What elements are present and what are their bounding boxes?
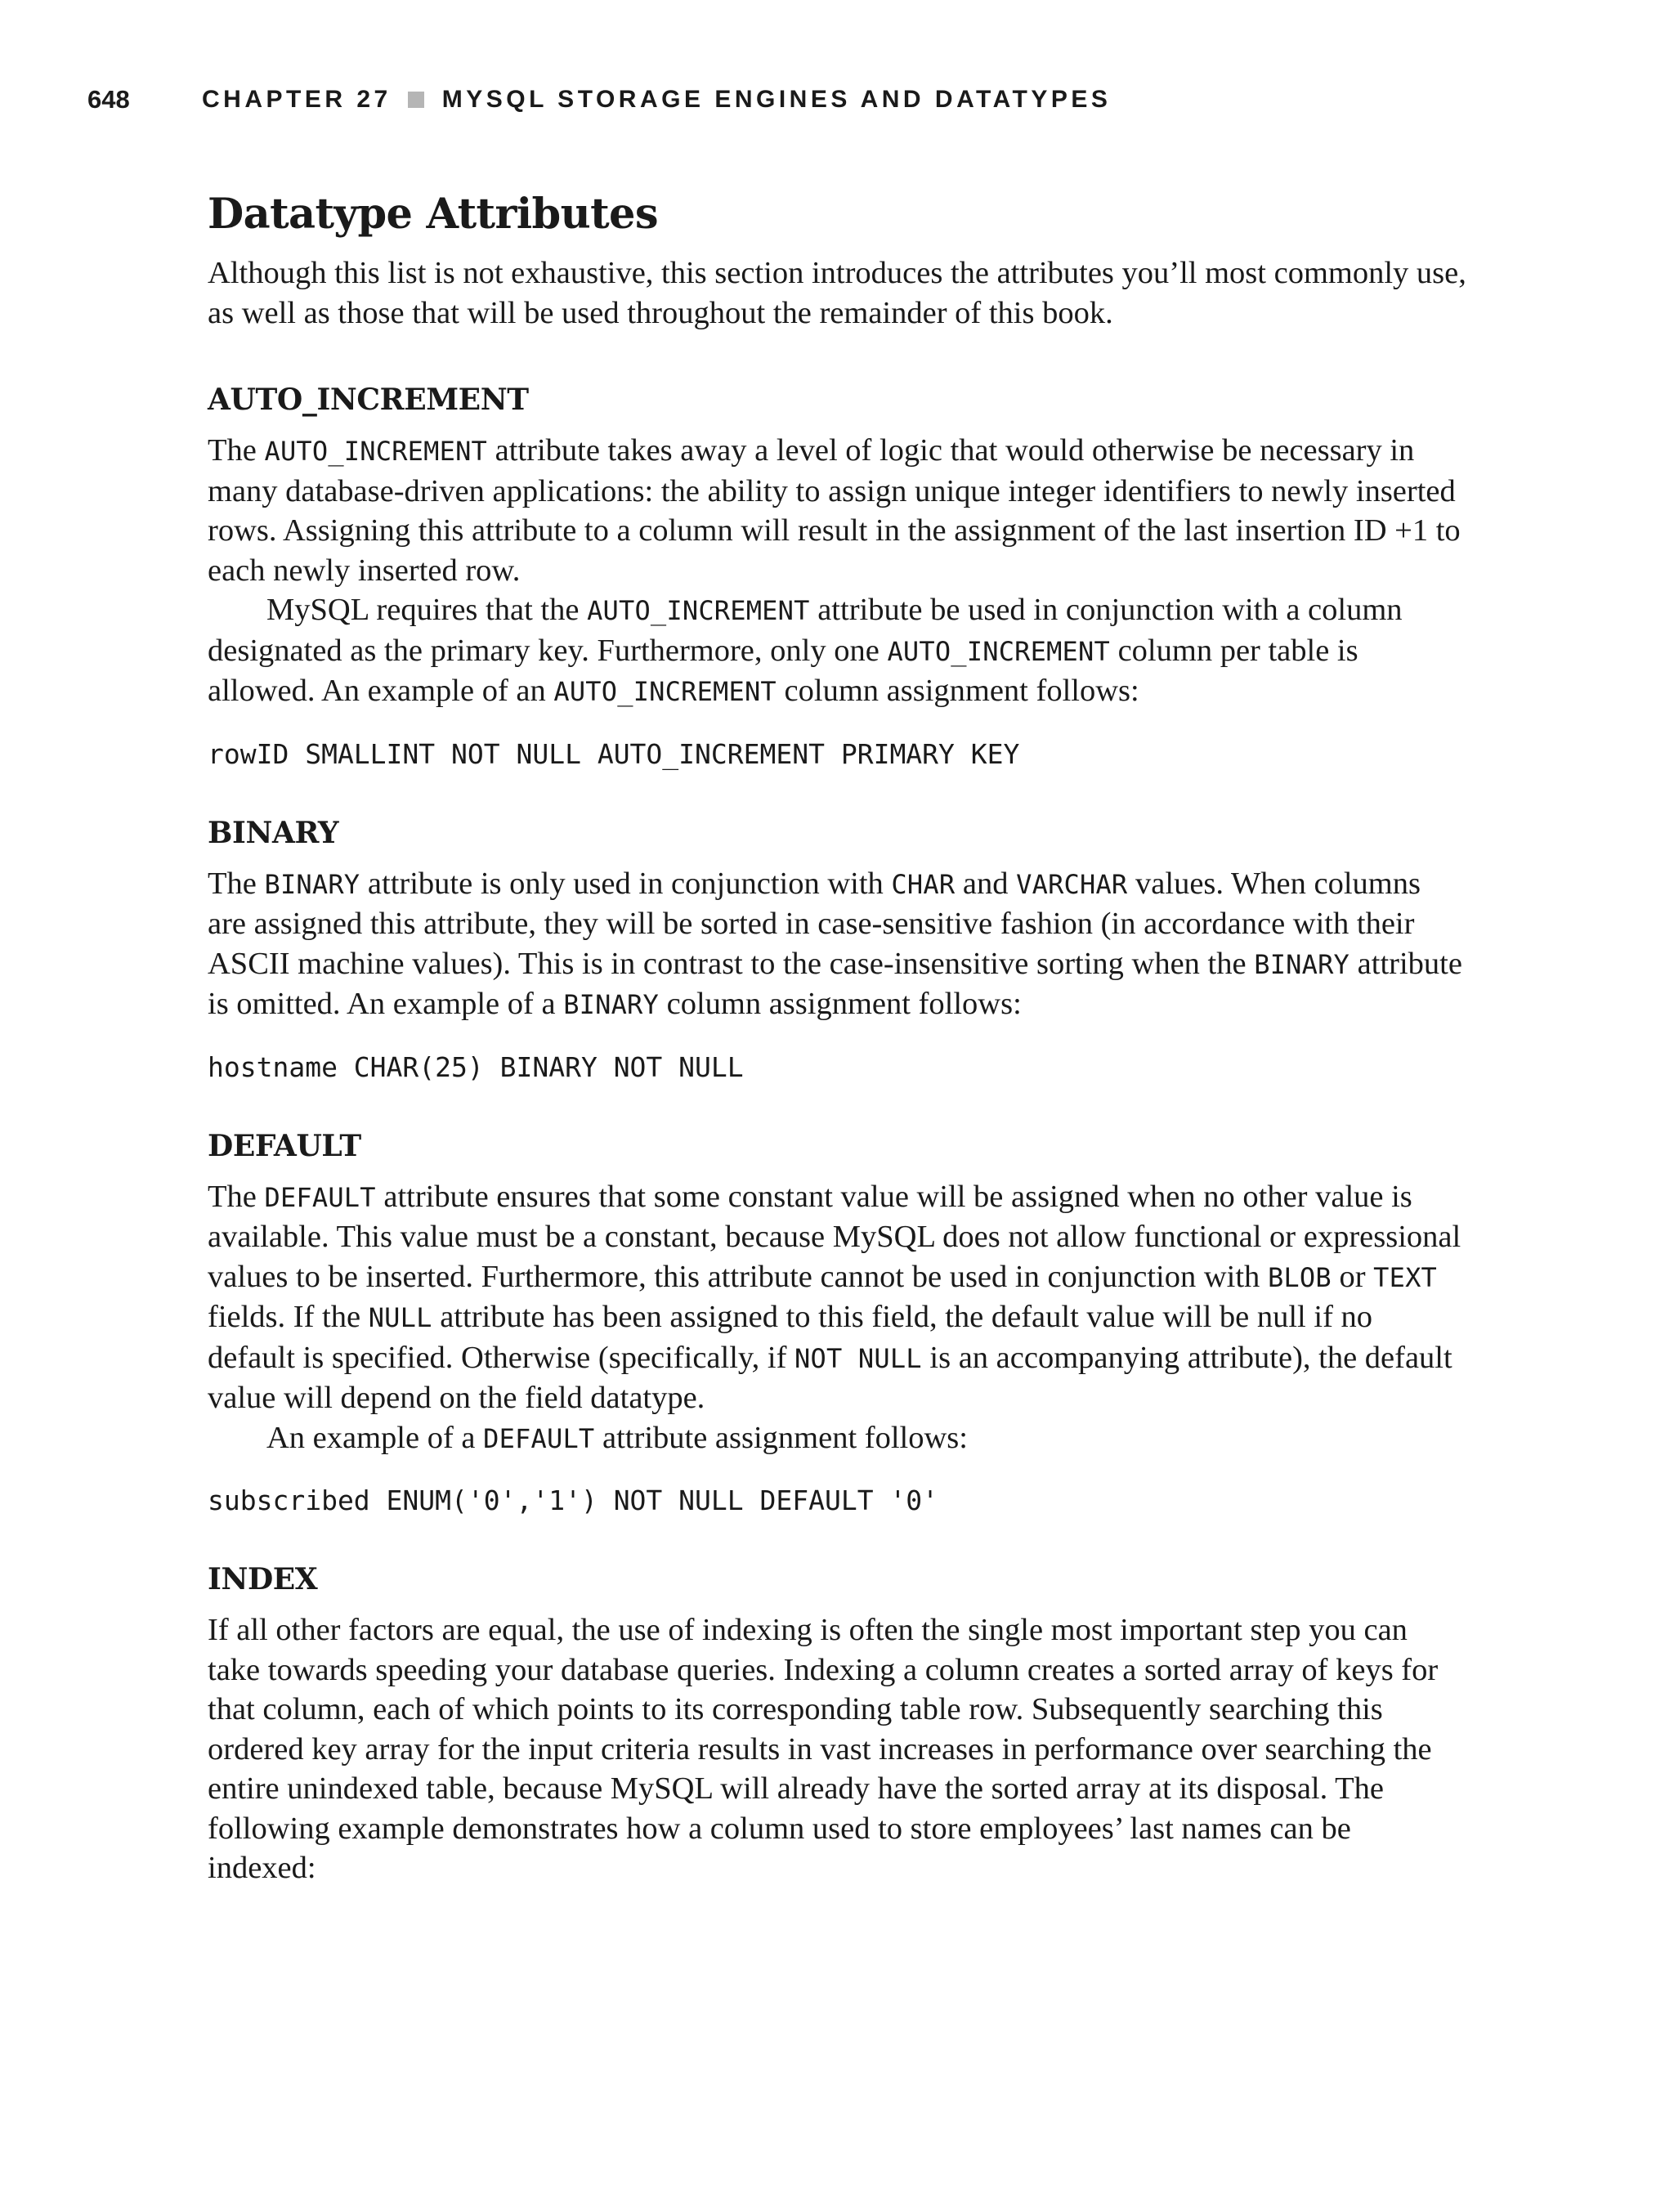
text-run: MySQL requires that the bbox=[266, 593, 588, 627]
default-paragraph-2 bbox=[208, 1418, 1466, 1459]
text-run: column per table is allowed. An example of an bbox=[208, 633, 1358, 708]
inline-code: DEFAULT bbox=[483, 1422, 595, 1454]
text-run: The bbox=[208, 1179, 265, 1214]
text-run: column assignment follows: bbox=[776, 674, 1139, 708]
inline-code: VARCHAR bbox=[1016, 868, 1128, 900]
running-head bbox=[87, 82, 1111, 118]
text-run: column assignment follows: bbox=[658, 987, 1022, 1021]
text-run: attribute has been assigned to this field, the default value will be null if no default is specified. Otherwise (specifically, if bbox=[208, 1300, 1373, 1375]
text-run: The bbox=[208, 433, 265, 468]
auto-increment-code-example: rowID SMALLINT NOT NULL AUTO_INCREMENT PRIMARY KEY bbox=[208, 737, 1020, 770]
inline-code: AUTO_INCREMENT bbox=[553, 676, 777, 707]
text-run: An example of a bbox=[266, 1420, 484, 1455]
text-run: attribute is omitted. An example of a bbox=[208, 946, 1462, 1021]
text-run: attribute assignment follows: bbox=[594, 1420, 968, 1455]
text-run: values. When columns are assigned this attribute, they will be sorted in case-sensitive fashion (in accordance with their ASCII machine values). This is in contrast to the case-insensitive sorting when the bbox=[208, 866, 1421, 981]
inline-code: BINARY bbox=[1254, 948, 1350, 980]
text-run: is an accompanying attribute), the default value will depend on the field datatype. bbox=[208, 1340, 1452, 1415]
inline-code: AUTO_INCREMENT bbox=[887, 635, 1110, 667]
intro-paragraph: Although this list is not exhaustive, this section introduces the attributes you’ll most commonly use, as well as those that will be used throughout the remainder of this book. bbox=[208, 256, 1466, 330]
binary-paragraph bbox=[208, 864, 1466, 1025]
auto-increment-paragraph-1 bbox=[208, 431, 1466, 590]
text-run: attribute be used in conjunction with a column designated as the primary key. Furthermore, only one bbox=[208, 593, 1403, 668]
page-number: 648 bbox=[87, 85, 130, 114]
binary-heading: BINARY bbox=[208, 815, 339, 850]
inline-code: BLOB bbox=[1267, 1261, 1332, 1293]
inline-code: NULL bbox=[368, 1302, 432, 1333]
chapter-title: MYSQL STORAGE ENGINES AND DATATYPES bbox=[441, 86, 1112, 113]
chapter-label: CHAPTER 27 bbox=[202, 86, 392, 113]
text-run: The bbox=[208, 866, 265, 901]
text-run: attribute takes away a level of logic that would otherwise be necessary in many database-driven applications: the ability to assign unique integer identifiers to newly inserted rows. Assigning this attribute to a column will result in the assignment of the last insertion ID +1 to each newly inserted row. bbox=[208, 433, 1461, 588]
auto-increment-paragraph-2 bbox=[208, 590, 1466, 712]
inline-code: NOT NULL bbox=[794, 1342, 922, 1374]
page-body bbox=[208, 186, 1466, 1888]
inline-code: DEFAULT bbox=[264, 1181, 376, 1213]
inline-code: AUTO_INCREMENT bbox=[587, 595, 810, 626]
inline-code: BINARY bbox=[563, 989, 659, 1020]
separator-square-icon bbox=[408, 92, 424, 108]
binary-code-example: hostname CHAR(25) BINARY NOT NULL bbox=[208, 1050, 744, 1083]
index-paragraph: If all other factors are equal, the use of indexing is often the single most important step you can take towards speeding your database queries. Indexing a column creates a sorted array of keys for that column, each of which points to its corresponding table row. Subsequently searching this ordered key array for the input criteria results in vast increases in performance over searching the entire unindexed table, because MySQL will already have the sorted array at its disposal. The following example demonstrates how a column used to store employees’ last names can be indexed: bbox=[208, 1613, 1439, 1885]
text-run: fields. If the bbox=[208, 1300, 369, 1334]
text-run: attribute ensures that some constant value will be assigned when no other value is available. This value must be a constant, because MySQL does not allow functional or expressional values to be inserted. Furthermore, this attribute cannot be used in conjunction with bbox=[208, 1179, 1461, 1294]
auto-increment-heading: AUTO_INCREMENT bbox=[208, 383, 529, 417]
default-code-example: subscribed ENUM('0','1') NOT NULL DEFAULT '0' bbox=[208, 1484, 939, 1516]
text-run: and bbox=[955, 866, 1017, 901]
default-paragraph-1 bbox=[208, 1177, 1466, 1418]
text-run: attribute is only used in conjunction with bbox=[360, 866, 892, 901]
inline-code: AUTO_INCREMENT bbox=[264, 436, 488, 467]
default-heading: DEFAULT bbox=[208, 1128, 361, 1163]
inline-code: BINARY bbox=[264, 868, 360, 900]
inline-code: TEXT bbox=[1373, 1261, 1438, 1293]
inline-code: CHAR bbox=[891, 868, 956, 900]
section-title: Datatype Attributes bbox=[208, 190, 659, 239]
text-run: or bbox=[1331, 1259, 1374, 1294]
index-heading: INDEX bbox=[208, 1562, 318, 1596]
